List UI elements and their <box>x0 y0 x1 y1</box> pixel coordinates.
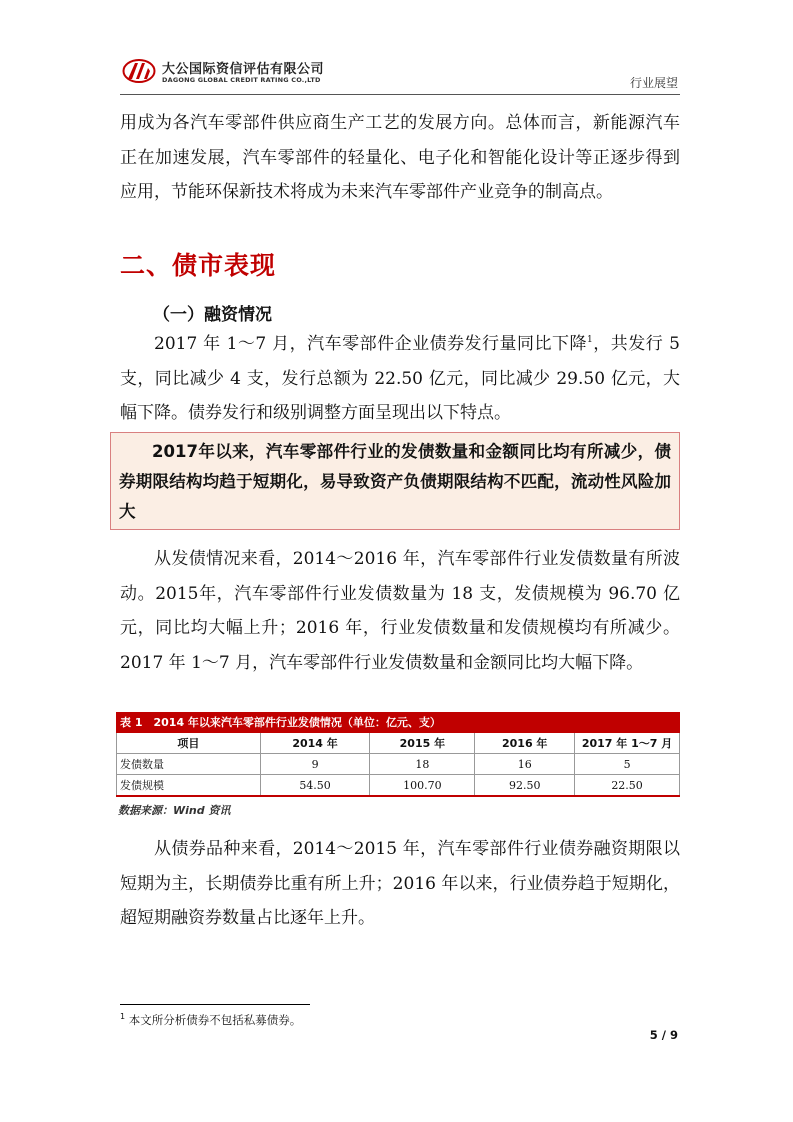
company-name-cn: 大公国际资信评估有限公司 <box>162 62 325 77</box>
footnote-mark: 1 <box>120 1012 126 1021</box>
table-cell: 发债规模 <box>117 775 261 797</box>
table-title: 表 1 2014 年以来汽车零部件行业发债情况（单位：亿元、支） <box>116 712 680 733</box>
table-header-cell: 2015 年 <box>370 733 475 754</box>
paragraph-bond-types: 从债券品种来看，2014～2015 年，汽车零部件行业债券融资期限以短期为主，长期债券比重有所上升；2016 年以来，行业债券趋于短期化，超短期融资券数量占比逐年上升。 <box>120 839 680 928</box>
paragraph-financing-b: ，共发行 5 支，同比减少 4 支，发行总额为 22.50 亿元，同比减少 29.50 亿元，大幅下降。债券发行和级别调整方面呈现出以下特点。 <box>120 334 680 423</box>
table-cell: 16 <box>475 754 575 775</box>
table-cell: 18 <box>370 754 475 775</box>
table-header-row <box>117 733 680 754</box>
dagong-logo-icon <box>122 58 156 84</box>
key-point-box <box>110 432 680 530</box>
paragraph-financing-a: 2017 年 1～7 月，汽车零部件企业债券发行量同比下降 <box>154 334 588 354</box>
footnote-ref[interactable]: 1 <box>587 335 593 345</box>
section-tag: 行业展望 <box>629 76 678 90</box>
company-name-en: DAGONG GLOBAL CREDIT RATING CO.,LTD <box>162 76 321 84</box>
table-cell: 发债数量 <box>117 754 261 775</box>
page-header <box>120 50 680 95</box>
paragraph-financing <box>120 327 680 431</box>
table-header-cell: 项目 <box>117 733 261 754</box>
table-cell: 92.50 <box>475 775 575 797</box>
subsection-heading: （一）融资情况 <box>153 305 272 325</box>
table-row <box>117 754 680 775</box>
footnote <box>120 1012 301 1028</box>
table-cell: 100.70 <box>370 775 475 797</box>
table-cell: 5 <box>575 754 680 775</box>
table-row <box>117 775 680 797</box>
key-point-text: 2017年以来，汽车零部件行业的发债数量和金额同比均有所减少，债券期限结构均趋于短期化，易导致资产负债期限结构不匹配，流动性风险加大 <box>119 442 671 521</box>
table-body <box>116 733 680 797</box>
bond-issuance-table <box>116 712 680 797</box>
table-cell: 54.50 <box>260 775 370 797</box>
table-header-cell: 2016 年 <box>475 733 575 754</box>
footnote-text: 本文所分析债券不包括私募债券。 <box>128 1013 302 1027</box>
page-number: 5 / 9 <box>649 1028 678 1042</box>
table-header-cell: 2017 年 1～7 月 <box>575 733 680 754</box>
paragraph-intro: 用成为各汽车零部件供应商生产工艺的发展方向。总体而言，新能源汽车正在加速发展，汽车零部件的轻量化、电子化和智能化设计等正逐步得到应用，节能环保新技术将成为未来汽车零部件产业竞争的制高点。 <box>120 113 680 202</box>
paragraph-issuance: 从发债情况来看，2014～2016 年，汽车零部件行业发债数量有所波动。2015年，汽车零部件行业发债数量为 18 支，发债规模为 96.70 亿元，同比均大幅上升；2016 年，行业发债数量和发债规模均有所减少。2017 年 1～7 月，汽车零部件行业发债数量和金额同比均大幅下降。 <box>120 549 680 673</box>
table-header-cell: 2014 年 <box>260 733 370 754</box>
table-source: 数据来源：Wind 资讯 <box>118 804 231 817</box>
section-heading: 二、债市表现 <box>120 251 277 280</box>
table-cell: 9 <box>260 754 370 775</box>
footnote-divider <box>120 1004 310 1005</box>
table-cell: 22.50 <box>575 775 680 797</box>
